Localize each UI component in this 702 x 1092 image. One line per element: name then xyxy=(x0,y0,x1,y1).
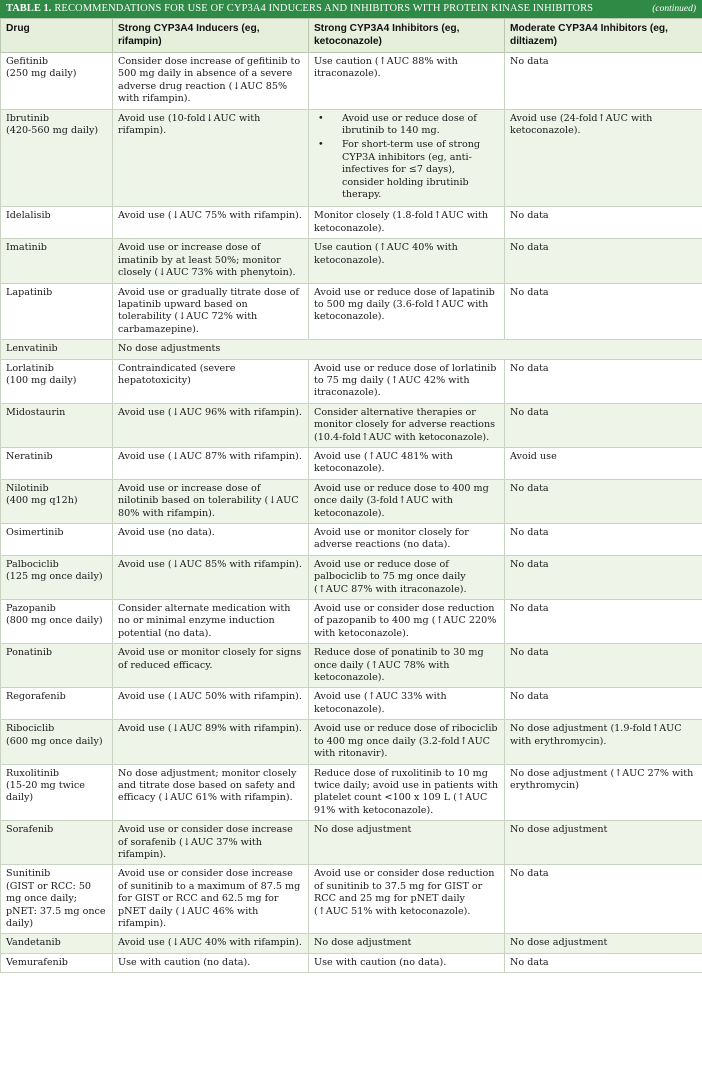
strong-inducers-cell: Avoid use (no data). xyxy=(113,524,309,556)
moderate-inhibitors-cell: No data xyxy=(505,479,702,523)
moderate-inhibitors-cell: No data xyxy=(505,688,702,720)
moderate-inhibitors-cell: No data xyxy=(505,865,702,934)
strong-inducers-cell: Contraindicated (severe hepatotoxicity) xyxy=(113,359,309,403)
table-row xyxy=(1,283,702,340)
strong-inhibitors-cell: Avoid use or reduce dose of palbociclib to 75 mg once daily (↑AUC 87% with itraconazole). xyxy=(309,555,505,599)
moderate-inhibitors-cell: No data xyxy=(505,283,702,340)
recommendation-cell: No dose adjustments xyxy=(113,340,702,359)
moderate-inhibitors-cell: No dose adjustment (1.9-fold↑AUC with erythromycin). xyxy=(505,720,702,764)
strong-inhibitors-cell: Avoid use or monitor closely for adverse reactions (no data). xyxy=(309,524,505,556)
strong-inhibitors-cell: Reduce dose of ruxolitinib to 10 mg twice daily; avoid use in patients with platelet count <100 x 109 L (↑AUC 91% with ketoconazole). xyxy=(309,764,505,821)
drug-cell: Palbociclib (125 mg once daily) xyxy=(1,555,113,599)
drug-cell: Sunitinib (GIST or RCC: 50 mg once daily; pNET: 37.5 mg once daily) xyxy=(1,865,113,934)
table-row xyxy=(1,555,702,599)
drug-cell: Lapatinib xyxy=(1,283,113,340)
table-row xyxy=(1,821,702,865)
strong-inducers-cell: Avoid use or increase dose of nilotinib based on tolerability (↓AUC 80% with rifampin). xyxy=(113,479,309,523)
column-header-strong-inducers: Strong CYP3A4 Inducers (eg, rifampin) xyxy=(113,19,309,53)
continued-note: (continued) xyxy=(652,4,696,14)
strong-inhibitors-cell: Reduce dose of ponatinib to 30 mg once daily (↑AUC 78% with ketoconazole). xyxy=(309,644,505,688)
drug-cell: Vemurafenib xyxy=(1,953,113,972)
table-row xyxy=(1,359,702,403)
table-row xyxy=(1,524,702,556)
moderate-inhibitors-cell: No dose adjustment xyxy=(505,821,702,865)
moderate-inhibitors-cell: No data xyxy=(505,600,702,644)
strong-inducers-cell: Avoid use (↓AUC 85% with rifampin). xyxy=(113,555,309,599)
drug-cell: Ponatinib xyxy=(1,644,113,688)
moderate-inhibitors-cell: No data xyxy=(505,644,702,688)
table-row xyxy=(1,340,702,359)
strong-inhibitors-cell: Use caution (↑AUC 40% with ketoconazole). xyxy=(309,239,505,283)
table-row xyxy=(1,934,702,953)
strong-inducers-cell: Avoid use (↓AUC 87% with rifampin). xyxy=(113,447,309,479)
strong-inhibitors-cell: No dose adjustment xyxy=(309,934,505,953)
strong-inducers-cell: Avoid use or consider dose increase of sorafenib (↓AUC 37% with rifampin). xyxy=(113,821,309,865)
strong-inhibitors-cell: Avoid use (↑AUC 33% with ketoconazole). xyxy=(309,688,505,720)
strong-inhibitors-cell: No dose adjustment xyxy=(309,821,505,865)
column-header-drug: Drug xyxy=(1,19,113,53)
table-body xyxy=(1,53,702,973)
header-row xyxy=(1,19,702,53)
drug-cell: Sorafenib xyxy=(1,821,113,865)
strong-inhibitors-cell: Avoid use or reduce dose of ribociclib to 400 mg once daily (3.2-fold↑AUC with ritonavir). xyxy=(309,720,505,764)
strong-inducers-cell: Avoid use (↓AUC 40% with rifampin). xyxy=(113,934,309,953)
moderate-inhibitors-cell: No dose adjustment (↑AUC 27% with erythromycin) xyxy=(505,764,702,821)
column-header-moderate-inhibitors: Moderate CYP3A4 Inhibitors (eg, diltiazem) xyxy=(505,19,702,53)
strong-inhibitors-cell: Monitor closely (1.8-fold↑AUC with ketoconazole). xyxy=(309,207,505,239)
drug-cell: Midostaurin xyxy=(1,403,113,447)
drug-cell: Idelalisib xyxy=(1,207,113,239)
strong-inhibitors-cell: Avoid use or reduce dose of lapatinib to 500 mg daily (3.6-fold↑AUC with ketoconazole). xyxy=(309,283,505,340)
strong-inhibitors-cell: Use caution (↑AUC 88% with itraconazole). xyxy=(309,53,505,110)
table-row xyxy=(1,688,702,720)
strong-inducers-cell: Avoid use or gradually titrate dose of lapatinib upward based on tolerability (↓AUC 72% with carbamazepine). xyxy=(113,283,309,340)
recommendation-list xyxy=(314,113,499,202)
table-row xyxy=(1,865,702,934)
strong-inducers-cell: Use with caution (no data). xyxy=(113,953,309,972)
table-row xyxy=(1,447,702,479)
strong-inhibitors-cell: Avoid use or consider dose reduction of pazopanib to 400 mg (↑AUC 220% with ketoconazole). xyxy=(309,600,505,644)
strong-inhibitors-cell: Avoid use or consider dose reduction of sunitinib to 37.5 mg for GIST or RCC and 25 mg for pNET daily (↑AUC 51% with ketoconazole). xyxy=(309,865,505,934)
strong-inhibitors-cell: Consider alternative therapies or monitor closely for adverse reactions (10.4-fold↑AUC with ketoconazole). xyxy=(309,403,505,447)
drug-cell: Neratinib xyxy=(1,447,113,479)
drug-cell: Vandetanib xyxy=(1,934,113,953)
table-row xyxy=(1,239,702,283)
drug-cell: Ribociclib (600 mg once daily) xyxy=(1,720,113,764)
strong-inducers-cell: Avoid use (10-fold↓AUC with rifampin). xyxy=(113,109,309,207)
strong-inducers-cell: Avoid use (↓AUC 50% with rifampin). xyxy=(113,688,309,720)
table-row xyxy=(1,479,702,523)
drug-cell: Pazopanib (800 mg once daily) xyxy=(1,600,113,644)
table-row xyxy=(1,53,702,110)
moderate-inhibitors-cell: No data xyxy=(505,359,702,403)
drug-cell: Ruxolitinib (15-20 mg twice daily) xyxy=(1,764,113,821)
list-item: • Avoid use or reduce dose of ibrutinib to 140 mg. xyxy=(326,113,499,138)
table-caption xyxy=(0,0,702,18)
moderate-inhibitors-cell: No data xyxy=(505,239,702,283)
cyp3a4-recommendations-table xyxy=(0,18,702,973)
table-row xyxy=(1,764,702,821)
drug-cell: Nilotinib (400 mg q12h) xyxy=(1,479,113,523)
drug-cell: Imatinib xyxy=(1,239,113,283)
table-number: TABLE 1. xyxy=(6,3,52,14)
drug-cell: Lorlatinib (100 mg daily) xyxy=(1,359,113,403)
moderate-inhibitors-cell: No data xyxy=(505,207,702,239)
drug-cell: Regorafenib xyxy=(1,688,113,720)
strong-inhibitors-cell xyxy=(309,109,505,207)
moderate-inhibitors-cell: Avoid use (24-fold↑AUC with ketoconazole). xyxy=(505,109,702,207)
table-row xyxy=(1,207,702,239)
table-row xyxy=(1,403,702,447)
drug-cell: Osimertinib xyxy=(1,524,113,556)
moderate-inhibitors-cell: Avoid use xyxy=(505,447,702,479)
moderate-inhibitors-cell: No data xyxy=(505,403,702,447)
strong-inducers-cell: Consider dose increase of gefitinib to 500 mg daily in absence of a severe adverse drug reaction (↓AUC 85% with rifampin). xyxy=(113,53,309,110)
strong-inhibitors-cell: Use with caution (no data). xyxy=(309,953,505,972)
moderate-inhibitors-cell: No data xyxy=(505,524,702,556)
drug-cell: Gefitinib (250 mg daily) xyxy=(1,53,113,110)
list-item: • For short-term use of strong CYP3A inhibitors (eg, anti-infectives for ≤7 days), consider holding ibrutinib therapy. xyxy=(326,139,499,201)
strong-inducers-cell: Consider alternate medication with no or minimal enzyme induction potential (no data). xyxy=(113,600,309,644)
strong-inducers-cell: Avoid use (↓AUC 75% with rifampin). xyxy=(113,207,309,239)
moderate-inhibitors-cell: No data xyxy=(505,953,702,972)
table-row xyxy=(1,953,702,972)
strong-inhibitors-cell: Avoid use or reduce dose of lorlatinib to 75 mg daily (↑AUC 42% with itraconazole). xyxy=(309,359,505,403)
table-title: RECOMMENDATIONS FOR USE OF CYP3A4 INDUCERS AND INHIBITORS WITH PROTEIN KINASE INHIBITORS xyxy=(54,3,594,14)
drug-cell: Ibrutinib (420-560 mg daily) xyxy=(1,109,113,207)
moderate-inhibitors-cell: No data xyxy=(505,53,702,110)
strong-inhibitors-cell: Avoid use (↑AUC 481% with ketoconazole). xyxy=(309,447,505,479)
column-header-strong-inhibitors: Strong CYP3A4 Inhibitors (eg, ketoconazole) xyxy=(309,19,505,53)
table-row xyxy=(1,600,702,644)
strong-inhibitors-cell: Avoid use or reduce dose to 400 mg once daily (3-fold↑AUC with ketoconazole). xyxy=(309,479,505,523)
drug-cell: Lenvatinib xyxy=(1,340,113,359)
strong-inducers-cell: Avoid use (↓AUC 96% with rifampin). xyxy=(113,403,309,447)
strong-inducers-cell: No dose adjustment; monitor closely and titrate dose based on safety and efficacy (↓AUC 61% with rifampin). xyxy=(113,764,309,821)
strong-inducers-cell: Avoid use or increase dose of imatinib by at least 50%; monitor closely (↓AUC 73% with phenytoin). xyxy=(113,239,309,283)
strong-inducers-cell: Avoid use (↓AUC 89% with rifampin). xyxy=(113,720,309,764)
moderate-inhibitors-cell: No dose adjustment xyxy=(505,934,702,953)
strong-inducers-cell: Avoid use or consider dose increase of sunitinib to a maximum of 87.5 mg for GIST or RCC and 62.5 mg for pNET daily (↓AUC 46% with rifampin). xyxy=(113,865,309,934)
moderate-inhibitors-cell: No data xyxy=(505,555,702,599)
table-row xyxy=(1,720,702,764)
strong-inducers-cell: Avoid use or monitor closely for signs of reduced efficacy. xyxy=(113,644,309,688)
table-row xyxy=(1,109,702,207)
table-row xyxy=(1,644,702,688)
